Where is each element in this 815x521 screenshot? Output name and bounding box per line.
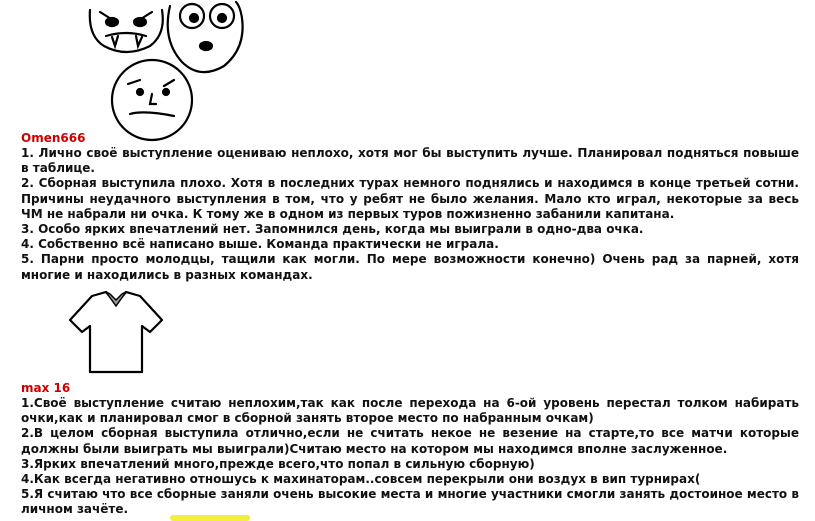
answer-3: 3. Особо ярких впечатлений нет. Запомнился день, когда мы выиграли в одно-два очка.: [21, 222, 644, 237]
answer-1: 1. Лично своё выступление оцениваю неплохо, хотя мог бы выступить лучше. Планировал подняться повыше в таблице.: [21, 146, 799, 176]
cartoon-faces-illustration: [82, 0, 252, 142]
answer-3: 3.Ярких впечатлений много,прежде всего,что попал в сильную сборную): [21, 456, 535, 471]
answer-5: 5.Я считаю что все сборные заняли очень высокие места и многие участники смогли занять достоиное место в личном зачёте.: [21, 487, 799, 517]
answer-5: 5. Парни просто молодцы, тащили как могли. По мере возможности конечно) Очень рад за парней, хотя многие и находились в разных командах.: [21, 252, 799, 282]
answers-list: [21, 146, 799, 283]
yellow-highlight-strip: [170, 515, 250, 521]
answer-4: 4.Как всегда негативно отношусь к махинаторам..совсем перекрыли они воздух в вип турнирах(: [21, 472, 701, 487]
answer-2: 2.В целом сборная выступила отлично,если не считать некое не везение на старте,то все матчи которые должны были выиграть мы выиграли)Считаю место на котором мы находимся вполне заслуженное.: [21, 426, 799, 456]
answer-2: 2. Сборная выступила плохо. Хотя в последних турах немного поднялись и находимся в конце третьей сотни. Причины неудачного выступления в том, что у ребят не было желания. Мало кто играл, некоторые за весь ЧМ не набрали ни очка. К тому же в одном из первых туров пожизненно забанили капитана.: [21, 176, 799, 221]
nickname-omen666: Omen666: [21, 131, 86, 145]
interview-max16: [21, 381, 799, 518]
answers-list: [21, 396, 799, 518]
tshirt-illustration: [66, 290, 166, 374]
answer-1: 1.Своё выступление считаю неплохим,так как после перехода на 6-ой уровень перестал толком набирать очки,как и планировал смог в сборной занять второе место по набранным очкам): [21, 396, 799, 426]
answer-4: 4. Собственно всё написано выше. Команда практически не играла.: [21, 237, 499, 252]
nickname-max16: max 16: [21, 381, 71, 395]
interview-omen666: [21, 131, 799, 283]
